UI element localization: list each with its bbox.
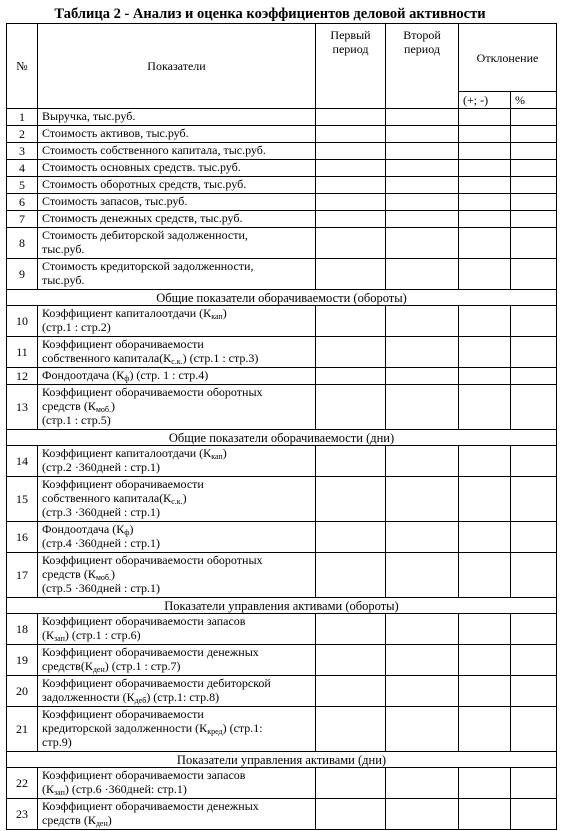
section-header-row bbox=[7, 752, 557, 768]
indicator-name bbox=[38, 259, 316, 290]
indicator-name bbox=[38, 337, 316, 368]
row-number: 4 bbox=[7, 160, 38, 177]
indicator-line: Стоимость кредиторской задолженности, bbox=[42, 259, 254, 273]
indicator-line: Коэффициент капиталоотдачи $(К_{кап})$ bbox=[42, 446, 227, 461]
deviation-pct-cell[interactable] bbox=[511, 211, 557, 228]
deviation-abs-cell[interactable] bbox=[459, 385, 511, 430]
first-period-cell[interactable] bbox=[316, 126, 386, 143]
second-period-cell[interactable] bbox=[386, 645, 459, 676]
second-period-cell[interactable] bbox=[386, 553, 459, 598]
deviation-pct-cell[interactable] bbox=[511, 676, 557, 707]
first-period-cell[interactable] bbox=[316, 211, 386, 228]
indicator-line: задолженности $(К_{деб})$ (стр.1: стр.8) bbox=[42, 690, 220, 705]
row-number: 7 bbox=[7, 211, 38, 228]
indicator-line: Стоимость запасов, тыс.руб. bbox=[42, 194, 188, 208]
table-row bbox=[7, 477, 557, 522]
second-period-cell[interactable] bbox=[386, 211, 459, 228]
row-number: 17 bbox=[7, 553, 38, 598]
table-row bbox=[7, 194, 557, 211]
business-activity-table bbox=[6, 23, 557, 830]
row-number: 19 bbox=[7, 645, 38, 676]
indicator-line: Коэффициент оборачиваемости запасов bbox=[42, 614, 246, 628]
deviation-abs-cell[interactable] bbox=[459, 259, 511, 290]
indicator-name bbox=[38, 446, 316, 477]
second-period-cell[interactable] bbox=[386, 768, 459, 799]
first-period-cell[interactable] bbox=[316, 707, 386, 752]
first-period-cell[interactable] bbox=[316, 177, 386, 194]
header-second-period: Второй период bbox=[386, 24, 459, 109]
indicator-name bbox=[38, 160, 316, 177]
deviation-pct-cell[interactable] bbox=[511, 177, 557, 194]
first-period-cell[interactable] bbox=[316, 522, 386, 553]
second-period-cell[interactable] bbox=[386, 160, 459, 177]
first-period-cell[interactable] bbox=[316, 614, 386, 645]
first-period-cell[interactable] bbox=[316, 477, 386, 522]
row-number: 10 bbox=[7, 306, 38, 337]
deviation-pct-cell[interactable] bbox=[511, 228, 557, 259]
indicator-name bbox=[38, 522, 316, 553]
deviation-abs-cell[interactable] bbox=[459, 306, 511, 337]
indicator-line: Коэффициент капиталоотдачи $(К_{кап})$ bbox=[42, 306, 227, 321]
second-period-cell[interactable] bbox=[386, 676, 459, 707]
first-period-cell[interactable] bbox=[316, 799, 386, 830]
row-number: 11 bbox=[7, 337, 38, 368]
deviation-abs-cell[interactable] bbox=[459, 143, 511, 160]
indicator-name bbox=[38, 306, 316, 337]
deviation-abs-cell[interactable] bbox=[459, 228, 511, 259]
table-row bbox=[7, 177, 557, 194]
table-row bbox=[7, 368, 557, 385]
deviation-pct-cell[interactable] bbox=[511, 553, 557, 598]
section-title: Общие показатели оборачиваемости (дни) bbox=[7, 430, 557, 446]
second-period-cell[interactable] bbox=[386, 126, 459, 143]
table-row bbox=[7, 109, 557, 126]
second-period-cell[interactable] bbox=[386, 306, 459, 337]
row-number: 16 bbox=[7, 522, 38, 553]
deviation-pct-cell[interactable] bbox=[511, 477, 557, 522]
indicator-name bbox=[38, 177, 316, 194]
table-row bbox=[7, 676, 557, 707]
table-header bbox=[7, 24, 557, 109]
deviation-abs-cell[interactable] bbox=[459, 707, 511, 752]
indicator-line: $средств(К_{ден})$ (стр.1 : стр.7) bbox=[42, 659, 181, 674]
indicator-line: тыс.руб. bbox=[42, 273, 85, 287]
first-period-cell[interactable] bbox=[316, 446, 386, 477]
deviation-abs-cell[interactable] bbox=[459, 109, 511, 126]
deviation-pct-cell[interactable] bbox=[511, 109, 557, 126]
table-row bbox=[7, 799, 557, 830]
indicator-line: средств $(К_{ден})$ bbox=[42, 813, 112, 828]
indicator-line: (стр.1 : стр.2) bbox=[42, 320, 111, 334]
indicator-line: Коэффициент оборачиваемости запасов bbox=[42, 768, 246, 782]
indicator-line: Фондоотдача $(К_ф)$ bbox=[42, 522, 134, 537]
indicator-line: Коэффициент оборачиваемости bbox=[42, 707, 204, 721]
deviation-abs-cell[interactable] bbox=[459, 446, 511, 477]
row-number: 21 bbox=[7, 707, 38, 752]
indicator-name bbox=[38, 109, 316, 126]
indicator-line: стр.9) bbox=[42, 735, 72, 749]
header-no: № bbox=[7, 24, 38, 109]
indicator-line: $(К_{зап})$ (стр.6 ·360дней: стр.1) bbox=[42, 782, 187, 797]
indicator-line: Фондоотдача $(К_ф)$ (стр. 1 : стр.4) bbox=[42, 368, 209, 383]
first-period-cell[interactable] bbox=[316, 109, 386, 126]
second-period-cell[interactable] bbox=[386, 477, 459, 522]
second-period-cell[interactable] bbox=[386, 109, 459, 126]
deviation-abs-cell[interactable] bbox=[459, 368, 511, 385]
deviation-pct-cell[interactable] bbox=[511, 160, 557, 177]
first-period-cell[interactable] bbox=[316, 553, 386, 598]
second-period-cell[interactable] bbox=[386, 385, 459, 430]
deviation-pct-cell[interactable] bbox=[511, 522, 557, 553]
row-number: 13 bbox=[7, 385, 38, 430]
deviation-pct-cell[interactable] bbox=[511, 614, 557, 645]
indicator-line: средств $(К_{моб.})$ bbox=[42, 567, 115, 582]
table-row bbox=[7, 160, 557, 177]
deviation-abs-cell[interactable] bbox=[459, 126, 511, 143]
indicator-line: тыс.руб. bbox=[42, 242, 85, 256]
indicator-line: Коэффициент оборачиваемости денежных bbox=[42, 799, 259, 813]
deviation-pct-cell[interactable] bbox=[511, 799, 557, 830]
indicator-line: (стр.4 ·360дней : стр.1) bbox=[42, 536, 161, 550]
deviation-abs-cell[interactable] bbox=[459, 337, 511, 368]
first-period-cell[interactable] bbox=[316, 160, 386, 177]
indicator-line: Коэффициент оборачиваемости оборотных bbox=[42, 385, 263, 399]
first-period-cell[interactable] bbox=[316, 337, 386, 368]
section-title: Общие показатели оборачиваемости (обороты) bbox=[7, 290, 557, 306]
deviation-abs-cell[interactable] bbox=[459, 177, 511, 194]
indicator-line: (стр.1 : стр.5) bbox=[42, 413, 111, 427]
second-period-cell[interactable] bbox=[386, 177, 459, 194]
second-period-cell[interactable] bbox=[386, 228, 459, 259]
row-number: 5 bbox=[7, 177, 38, 194]
indicator-name bbox=[38, 553, 316, 598]
second-period-cell[interactable] bbox=[386, 368, 459, 385]
indicator-name bbox=[38, 768, 316, 799]
indicator-name bbox=[38, 614, 316, 645]
second-period-cell[interactable] bbox=[386, 707, 459, 752]
indicator-line: Стоимость активов, тыс.руб. bbox=[42, 126, 189, 140]
indicator-name bbox=[38, 676, 316, 707]
second-period-cell[interactable] bbox=[386, 259, 459, 290]
second-period-cell[interactable] bbox=[386, 194, 459, 211]
row-number: 12 bbox=[7, 368, 38, 385]
second-period-cell[interactable] bbox=[386, 337, 459, 368]
section-header-row bbox=[7, 430, 557, 446]
indicator-name bbox=[38, 228, 316, 259]
indicator-name bbox=[38, 143, 316, 160]
second-period-cell[interactable] bbox=[386, 614, 459, 645]
indicator-line: Коэффициент оборачиваемости денежных bbox=[42, 645, 259, 659]
indicator-name bbox=[38, 477, 316, 522]
indicator-line: Коэффициент оборачиваемости оборотных bbox=[42, 553, 263, 567]
table-row bbox=[7, 211, 557, 228]
row-number: 3 bbox=[7, 143, 38, 160]
deviation-abs-cell[interactable] bbox=[459, 768, 511, 799]
header-first-period: Первый период bbox=[316, 24, 386, 109]
first-period-cell[interactable] bbox=[316, 306, 386, 337]
deviation-pct-cell[interactable] bbox=[511, 259, 557, 290]
indicator-line: Стоимость основных средств. тыс.руб. bbox=[42, 160, 241, 174]
row-number: 8 bbox=[7, 228, 38, 259]
indicator-name bbox=[38, 707, 316, 752]
section-title: Показатели управления активами (дни) bbox=[7, 752, 557, 768]
deviation-pct-cell[interactable] bbox=[511, 194, 557, 211]
table-row bbox=[7, 126, 557, 143]
row-number: 6 bbox=[7, 194, 38, 211]
indicator-line: Стоимость собственного капитала, тыс.руб. bbox=[42, 143, 266, 157]
table-row bbox=[7, 385, 557, 430]
first-period-cell[interactable] bbox=[316, 368, 386, 385]
indicator-line: Стоимость оборотных средств, тыс.руб. bbox=[42, 177, 247, 191]
deviation-pct-cell[interactable] bbox=[511, 446, 557, 477]
table-row bbox=[7, 768, 557, 799]
first-period-cell[interactable] bbox=[316, 259, 386, 290]
header-deviation: Отклонение bbox=[459, 24, 557, 92]
row-number: 9 bbox=[7, 259, 38, 290]
indicator-line: (стр.2 ·360дней : стр.1) bbox=[42, 460, 161, 474]
deviation-pct-cell[interactable] bbox=[511, 385, 557, 430]
header-deviation-abs: (+; -) bbox=[459, 92, 511, 109]
indicator-line: кредиторской задолженности $(К_{кред})$ (стр.1: bbox=[42, 721, 263, 736]
deviation-abs-cell[interactable] bbox=[459, 211, 511, 228]
second-period-cell[interactable] bbox=[386, 446, 459, 477]
indicator-line: Коэффициент оборачиваемости bbox=[42, 477, 204, 491]
row-number: 14 bbox=[7, 446, 38, 477]
row-number: 18 bbox=[7, 614, 38, 645]
indicator-line: Выручка, тыс.руб. bbox=[42, 109, 136, 123]
indicator-line: (стр.5 ·360дней : стр.1) bbox=[42, 581, 161, 595]
first-period-cell[interactable] bbox=[316, 768, 386, 799]
second-period-cell[interactable] bbox=[386, 143, 459, 160]
deviation-pct-cell[interactable] bbox=[511, 768, 557, 799]
first-period-cell[interactable] bbox=[316, 645, 386, 676]
header-deviation-pct: % bbox=[511, 92, 557, 109]
table-row bbox=[7, 446, 557, 477]
deviation-abs-cell[interactable] bbox=[459, 477, 511, 522]
header-indicators: Показатели bbox=[38, 24, 316, 109]
deviation-abs-cell[interactable] bbox=[459, 676, 511, 707]
row-number: 1 bbox=[7, 109, 38, 126]
deviation-pct-cell[interactable] bbox=[511, 368, 557, 385]
deviation-abs-cell[interactable] bbox=[459, 799, 511, 830]
table-row bbox=[7, 228, 557, 259]
second-period-cell[interactable] bbox=[386, 522, 459, 553]
deviation-pct-cell[interactable] bbox=[511, 707, 557, 752]
indicator-name bbox=[38, 799, 316, 830]
deviation-pct-cell[interactable] bbox=[511, 126, 557, 143]
table-row bbox=[7, 259, 557, 290]
indicator-name bbox=[38, 645, 316, 676]
indicator-line: $(К_{зап})$ (стр.1 : стр.6) bbox=[42, 628, 141, 643]
indicator-name bbox=[38, 211, 316, 228]
indicator-name bbox=[38, 385, 316, 430]
deviation-pct-cell[interactable] bbox=[511, 143, 557, 160]
table-row bbox=[7, 522, 557, 553]
table-row bbox=[7, 143, 557, 160]
deviation-pct-cell[interactable] bbox=[511, 337, 557, 368]
table-body bbox=[7, 109, 557, 830]
deviation-abs-cell[interactable] bbox=[459, 645, 511, 676]
indicator-line: средств $(К_{моб.})$ bbox=[42, 399, 115, 414]
deviation-pct-cell[interactable] bbox=[511, 645, 557, 676]
deviation-abs-cell[interactable] bbox=[459, 614, 511, 645]
indicator-line: Коэффициент оборачиваемости дебиторской bbox=[42, 676, 271, 690]
deviation-abs-cell[interactable] bbox=[459, 160, 511, 177]
table-title: Таблица 2 - Анализ и оценка коэффициентов деловой активности bbox=[54, 6, 486, 22]
deviation-abs-cell[interactable] bbox=[459, 522, 511, 553]
indicator-line: Стоимость денежных средств, тыс.руб. bbox=[42, 211, 243, 225]
section-header-row bbox=[7, 290, 557, 306]
table-row bbox=[7, 707, 557, 752]
row-number: 20 bbox=[7, 676, 38, 707]
table-row bbox=[7, 306, 557, 337]
indicator-line: собственного $капитала(К_{с.к.})$ (стр.1 : стр.3) bbox=[42, 351, 259, 366]
table-row bbox=[7, 645, 557, 676]
table-row bbox=[7, 553, 557, 598]
table-row bbox=[7, 337, 557, 368]
section-title: Показатели управления активами (обороты) bbox=[7, 598, 557, 614]
first-period-cell[interactable] bbox=[316, 385, 386, 430]
first-period-cell[interactable] bbox=[316, 194, 386, 211]
indicator-name bbox=[38, 368, 316, 385]
deviation-abs-cell[interactable] bbox=[459, 553, 511, 598]
first-period-cell[interactable] bbox=[316, 143, 386, 160]
indicator-line: собственного $капитала(К_{с.к.})$ bbox=[42, 491, 187, 506]
first-period-cell[interactable] bbox=[316, 676, 386, 707]
first-period-cell[interactable] bbox=[316, 228, 386, 259]
row-number: 22 bbox=[7, 768, 38, 799]
deviation-abs-cell[interactable] bbox=[459, 194, 511, 211]
row-number: 15 bbox=[7, 477, 38, 522]
second-period-cell[interactable] bbox=[386, 799, 459, 830]
table-row bbox=[7, 614, 557, 645]
indicator-line: Стоимость дебиторской задолженности, bbox=[42, 228, 248, 242]
indicator-line: (стр.3 ·360дней : стр.1) bbox=[42, 505, 161, 519]
indicator-name bbox=[38, 194, 316, 211]
indicator-name bbox=[38, 126, 316, 143]
row-number: 23 bbox=[7, 799, 38, 830]
section-header-row bbox=[7, 598, 557, 614]
row-number: 2 bbox=[7, 126, 38, 143]
indicator-line: Коэффициент оборачиваемости bbox=[42, 337, 204, 351]
deviation-pct-cell[interactable] bbox=[511, 306, 557, 337]
